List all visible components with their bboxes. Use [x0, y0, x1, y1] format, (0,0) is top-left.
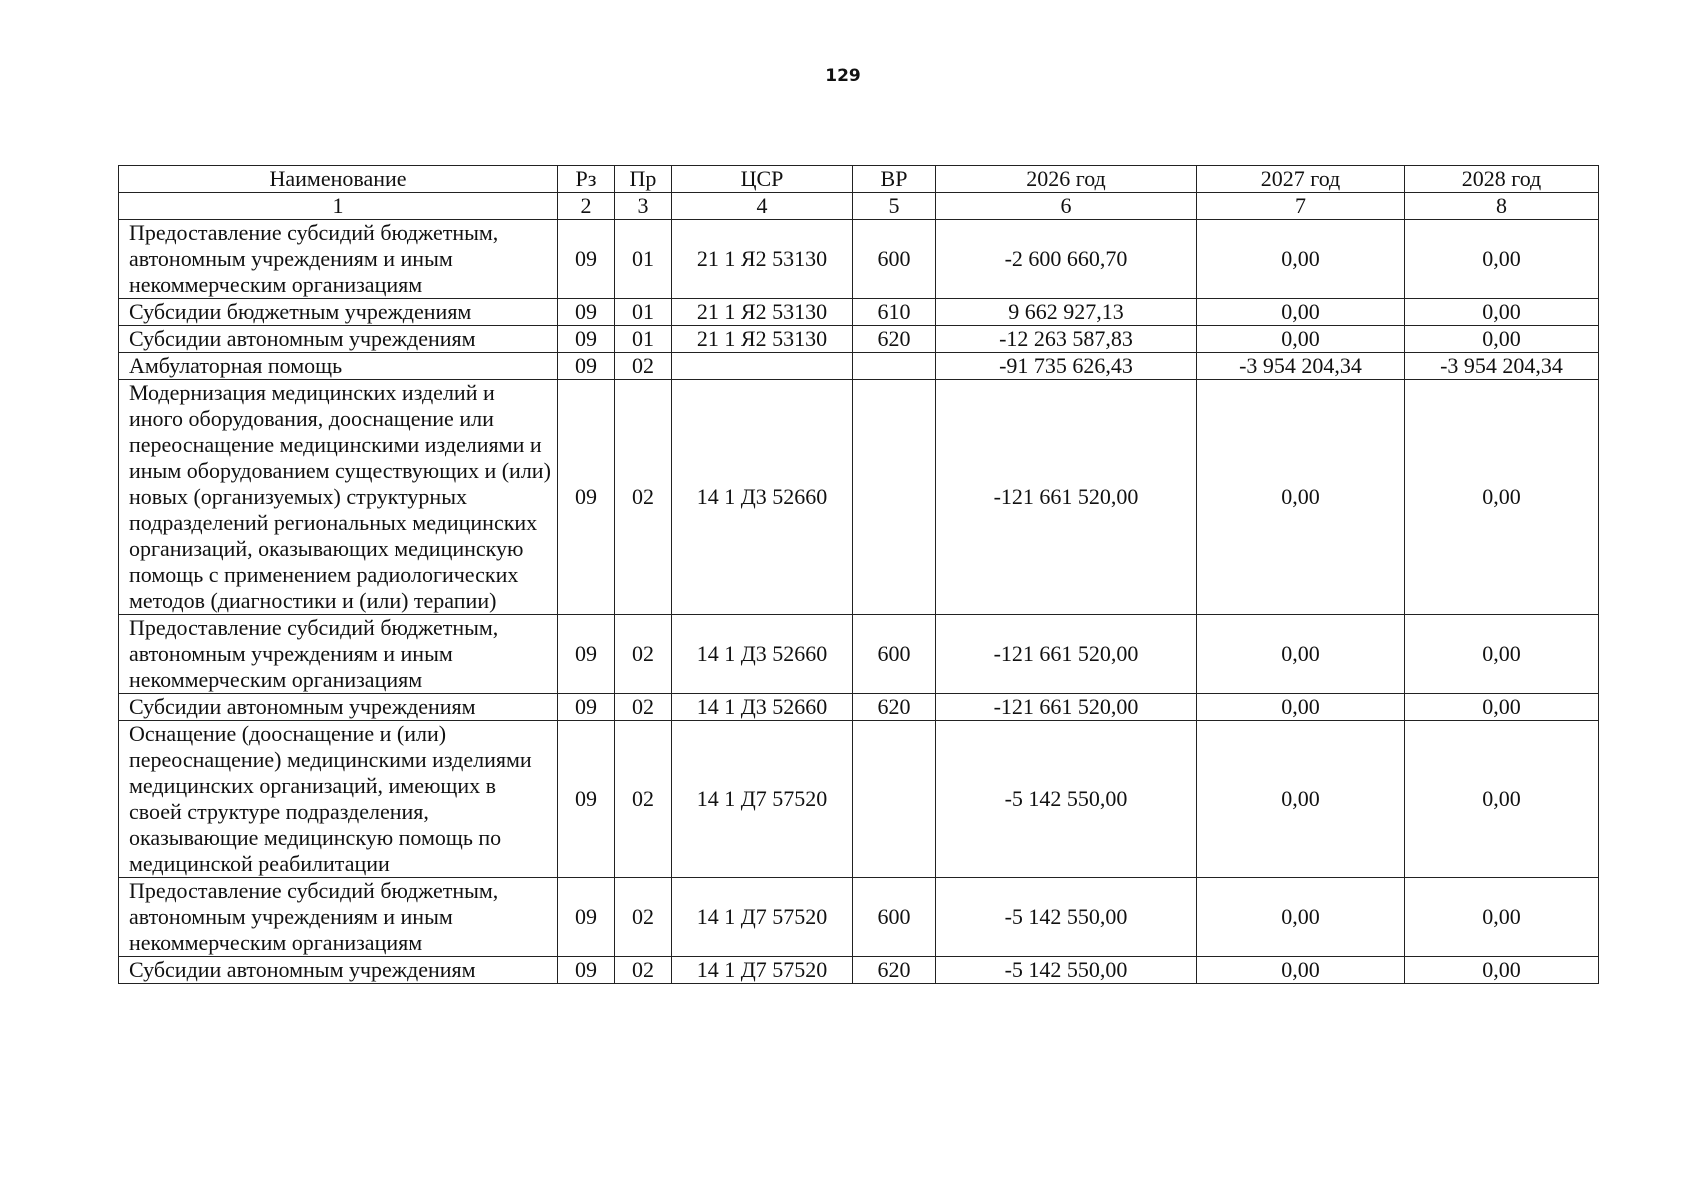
row-name: Предоставление субсидий бюджетным, автономным учреждениям и иным некоммерческим организациям: [119, 878, 558, 957]
row-pr: 01: [615, 326, 672, 353]
row-2027: 0,00: [1197, 957, 1405, 984]
row-2027: -3 954 204,34: [1197, 353, 1405, 380]
column-number: 1: [119, 193, 558, 220]
row-2026: -121 661 520,00: [936, 694, 1197, 721]
row-2026: -12 263 587,83: [936, 326, 1197, 353]
column-header: ЦСР: [672, 166, 853, 193]
table-row: [119, 380, 1599, 615]
column-header: 2027 год: [1197, 166, 1405, 193]
row-2028: 0,00: [1405, 326, 1599, 353]
row-vr: [853, 721, 936, 878]
row-2027: 0,00: [1197, 299, 1405, 326]
row-vr: 620: [853, 326, 936, 353]
budget-table: [118, 165, 1599, 984]
row-vr: 600: [853, 615, 936, 694]
row-rz: 09: [558, 615, 615, 694]
row-2026: -121 661 520,00: [936, 380, 1197, 615]
row-pr: 02: [615, 878, 672, 957]
row-vr: [853, 353, 936, 380]
row-csr: 14 1 Д3 52660: [672, 694, 853, 721]
row-2027: 0,00: [1197, 220, 1405, 299]
row-pr: 02: [615, 957, 672, 984]
column-number: 4: [672, 193, 853, 220]
row-csr: 21 1 Я2 53130: [672, 220, 853, 299]
column-header: Рз: [558, 166, 615, 193]
table-row: [119, 299, 1599, 326]
row-2026: -91 735 626,43: [936, 353, 1197, 380]
row-vr: [853, 380, 936, 615]
row-name: Модернизация медицинских изделий и иного оборудования, дооснащение или переоснащение медицинскими изделиями и иным оборудованием существующих и (или) новых (организуемых) структурных подразделений региональных медицинских организаций, оказывающих медицинскую помощь с применением радиологических методов (диагностики и (или) терапии): [119, 380, 558, 615]
row-name: Предоставление субсидий бюджетным, автономным учреждениям и иным некоммерческим организациям: [119, 220, 558, 299]
row-2026: -5 142 550,00: [936, 878, 1197, 957]
row-pr: 02: [615, 721, 672, 878]
header-row: [119, 166, 1599, 193]
row-pr: 02: [615, 353, 672, 380]
row-name: Амбулаторная помощь: [119, 353, 558, 380]
table-row: [119, 721, 1599, 878]
row-name: Субсидии бюджетным учреждениям: [119, 299, 558, 326]
row-2027: 0,00: [1197, 878, 1405, 957]
row-rz: 09: [558, 380, 615, 615]
row-name: Оснащение (дооснащение и (или) переоснащение) медицинскими изделиями медицинских организаций, имеющих в своей структуре подразделения, оказывающие медицинскую помощь по медицинской реабилитации: [119, 721, 558, 878]
column-header: 2026 год: [936, 166, 1197, 193]
row-csr: 21 1 Я2 53130: [672, 326, 853, 353]
row-pr: 01: [615, 220, 672, 299]
row-vr: 620: [853, 694, 936, 721]
row-name: Субсидии автономным учреждениям: [119, 694, 558, 721]
row-pr: 02: [615, 615, 672, 694]
column-number: 2: [558, 193, 615, 220]
row-rz: 09: [558, 220, 615, 299]
column-header: ВР: [853, 166, 936, 193]
column-number: 7: [1197, 193, 1405, 220]
row-2026: -2 600 660,70: [936, 220, 1197, 299]
row-2027: 0,00: [1197, 721, 1405, 878]
row-2028: 0,00: [1405, 615, 1599, 694]
row-csr: 14 1 Д7 57520: [672, 721, 853, 878]
row-csr: 14 1 Д7 57520: [672, 957, 853, 984]
row-pr: 02: [615, 694, 672, 721]
row-rz: 09: [558, 326, 615, 353]
column-number: 5: [853, 193, 936, 220]
column-header: Наименование: [119, 166, 558, 193]
row-2028: 0,00: [1405, 299, 1599, 326]
table-row: [119, 694, 1599, 721]
row-2027: 0,00: [1197, 380, 1405, 615]
row-2026: -121 661 520,00: [936, 615, 1197, 694]
row-2028: 0,00: [1405, 694, 1599, 721]
column-number: 6: [936, 193, 1197, 220]
column-header: 2028 год: [1405, 166, 1599, 193]
row-csr: 21 1 Я2 53130: [672, 299, 853, 326]
row-csr: 14 1 Д3 52660: [672, 615, 853, 694]
table-row: [119, 878, 1599, 957]
row-2027: 0,00: [1197, 326, 1405, 353]
row-2027: 0,00: [1197, 694, 1405, 721]
row-name: Предоставление субсидий бюджетным, автономным учреждениям и иным некоммерческим организациям: [119, 615, 558, 694]
table-row: [119, 353, 1599, 380]
table-row: [119, 615, 1599, 694]
row-vr: 620: [853, 957, 936, 984]
row-vr: 600: [853, 220, 936, 299]
row-pr: 01: [615, 299, 672, 326]
row-name: Субсидии автономным учреждениям: [119, 326, 558, 353]
row-rz: 09: [558, 957, 615, 984]
row-2028: 0,00: [1405, 380, 1599, 615]
row-2026: -5 142 550,00: [936, 957, 1197, 984]
row-pr: 02: [615, 380, 672, 615]
table-row: [119, 326, 1599, 353]
row-2028: -3 954 204,34: [1405, 353, 1599, 380]
row-2028: 0,00: [1405, 878, 1599, 957]
column-number-row: [119, 193, 1599, 220]
column-header: Пр: [615, 166, 672, 193]
table-row: [119, 220, 1599, 299]
row-vr: 610: [853, 299, 936, 326]
row-2028: 0,00: [1405, 721, 1599, 878]
row-rz: 09: [558, 353, 615, 380]
row-2028: 0,00: [1405, 220, 1599, 299]
column-number: 3: [615, 193, 672, 220]
row-csr: [672, 353, 853, 380]
column-number: 8: [1405, 193, 1599, 220]
row-rz: 09: [558, 299, 615, 326]
table-row: [119, 957, 1599, 984]
row-2026: -5 142 550,00: [936, 721, 1197, 878]
row-2028: 0,00: [1405, 957, 1599, 984]
row-name: Субсидии автономным учреждениям: [119, 957, 558, 984]
row-vr: 600: [853, 878, 936, 957]
page-number: 129: [825, 66, 861, 86]
row-rz: 09: [558, 878, 615, 957]
row-csr: 14 1 Д3 52660: [672, 380, 853, 615]
row-rz: 09: [558, 694, 615, 721]
row-2027: 0,00: [1197, 615, 1405, 694]
row-2026: 9 662 927,13: [936, 299, 1197, 326]
row-csr: 14 1 Д7 57520: [672, 878, 853, 957]
row-rz: 09: [558, 721, 615, 878]
